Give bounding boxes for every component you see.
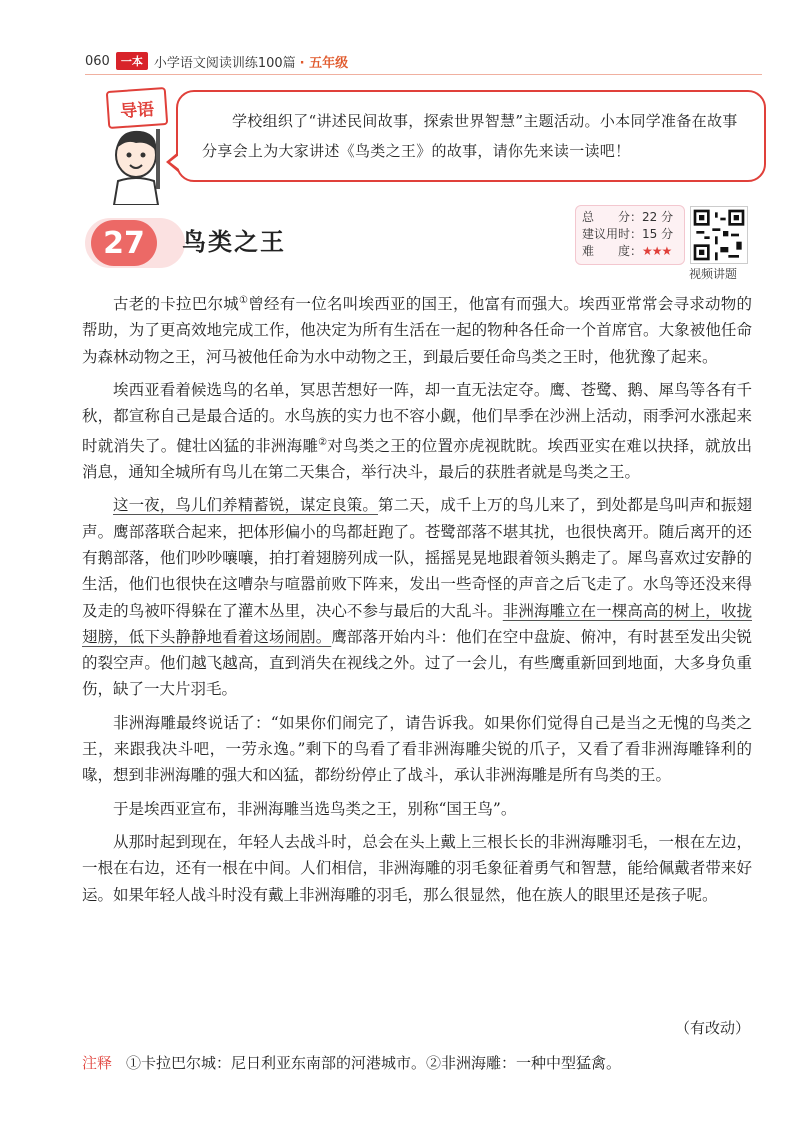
- p3-text-b: 鹰部落开始内斗：他们在空中盘旋、俯冲，有时甚至发出尖锐的裂空声。他们越飞越高，直到消失在视线之外。过了一会儿，有些鹰重新回到地面，大多身负重伤，缺了一大片羽毛。: [82, 627, 752, 699]
- page-header: [85, 50, 348, 72]
- underlined-sentence-1: 这一夜，鸟儿们养精蓄锐，谋定良策。: [113, 496, 378, 515]
- header-divider: [85, 74, 762, 75]
- paragraph-1: [82, 288, 752, 370]
- guide-text: 学校组织了“讲述民间故事，探索世界智慧”主题活动。小本同学准备在故事分享会上为大家讲述《鸟类之王》的故事，请你先来读一读吧！: [202, 112, 738, 160]
- paragraph-4: 非洲海雕最终说话了：“如果你们闹完了，请告诉我。如果你们觉得自己是当之无愧的鸟类之王，来跟我决斗吧，一劳永逸。”剩下的鸟看了看非洲海雕尖锐的爪子，又看了看非洲海雕锋利的喙，想到非洲海雕的强大和凶猛，都纷纷停止了战斗，承认非洲海雕是所有鸟类的王。: [82, 713, 752, 785]
- p1-text-a: 古老的卡拉巴尔城: [113, 295, 240, 314]
- brand-logo: 一本: [116, 52, 148, 70]
- footnotes: [82, 1052, 621, 1073]
- notes-text: ①卡拉巴尔城：尼日利亚东南部的河港城市。②非洲海雕：一种中型猛禽。: [126, 1054, 622, 1072]
- total-score: 总 分：22 分: [582, 210, 674, 224]
- notes-label: 注释: [82, 1054, 113, 1072]
- video-explain-label: 视频讲题: [689, 267, 738, 281]
- grade-label: · 五年级: [299, 55, 349, 71]
- footnote-ref-2: ②: [318, 436, 328, 448]
- paragraph-3: [82, 492, 752, 702]
- underlined-sentence-2: 非洲海雕立在一棵高高的树上，收拢翅膀，低下头静静地看着这场闹剧。: [82, 601, 752, 646]
- difficulty-label: 难 度：: [582, 244, 643, 258]
- paragraph-2: [82, 377, 752, 485]
- footnote-ref-1: ①: [239, 295, 249, 306]
- page-number: 060: [85, 53, 110, 69]
- lesson-number: 27: [91, 220, 157, 266]
- qr-code-icon[interactable]: [690, 206, 748, 264]
- book-title: 小学语文阅读训练100篇: [153, 55, 296, 71]
- lesson-number-badge: [85, 218, 185, 268]
- difficulty: [582, 243, 678, 260]
- suggested-time: 建议用时：15 分: [582, 227, 674, 241]
- paragraph-5: 于是埃西亚宣布，非洲海雕当选鸟类之王，别称“国王鸟”。: [113, 799, 517, 818]
- p1-text-b: 曾经有一位名叫埃西亚的国王，他富有而强大。埃西亚常常会寻求动物的帮助，为了更高效地完成工作，他决定为所有生活在一起的物种各任命一个首席官。大象被他任命为森林动物之王，河马被他任命为水中动物之王，到最后要任命鸟类之王时，他犹豫了起来。: [82, 295, 752, 366]
- p3-text-a: 第二天，成千上万的鸟儿来了，到处都是鸟叫声和振翅声。鹰部落联合起来，把体形偏小的鸟都赶跑了。苍鹭部落不堪其扰，也很快离开。随后离开的还有鹅部落，他们吵吵嚷嚷，拍打着翅膀列成一队，摇摇晃晃地跟着领头鹅走了。犀鸟喜欢过安静的生活，他们也很快在这嘈杂与喧嚣前败下阵来，发出一些奇怪的声音之后飞走了。水鸟等还没来得及走的鸟被吓得躲在了灌木丛里，决心不参与最后的大乱斗。: [82, 496, 752, 620]
- bubble-tail-inner: [170, 155, 179, 169]
- p2-text-a: 埃西亚看着候选鸟的名单，冥思苦想好一阵，却一直无法定夺。鹰、苍鹭、鹅、犀鸟等各有千秋，都宣称自己是最合适的。水鸟族的实力也不容小觑，他们旱季在沙洲上活动，雨季河水涨起来时就消失了。健壮凶猛的非洲海雕: [82, 381, 752, 455]
- lesson-title: 鸟类之王: [182, 227, 286, 256]
- guide-bubble: [176, 90, 766, 182]
- adaptation-note: （有改动）: [674, 1019, 750, 1037]
- info-panel: [575, 205, 685, 265]
- p2-text-b: 对鸟类之王的位置亦虎视眈眈。埃西亚实在难以抉择，就放出消息，通知全城所有鸟儿在第二天集合，举行决斗，最后的获胜者就是鸟类之王。: [82, 436, 752, 482]
- article-body: [82, 288, 752, 915]
- difficulty-stars: ★★★: [642, 244, 672, 258]
- paragraph-6: 从那时起到现在，年轻人去战斗时，总会在头上戴上三根长长的非洲海雕羽毛，一根在左边，一根在右边，还有一根在中间。人们相信，非洲海雕的羽毛象征着勇气和智慧，能给佩戴者带来好运。如果年轻人战斗时没有戴上非洲海雕的羽毛，那么很显然，他在族人的眼里还是孩子呢。: [82, 832, 752, 904]
- guide-badge: 导语: [106, 87, 169, 129]
